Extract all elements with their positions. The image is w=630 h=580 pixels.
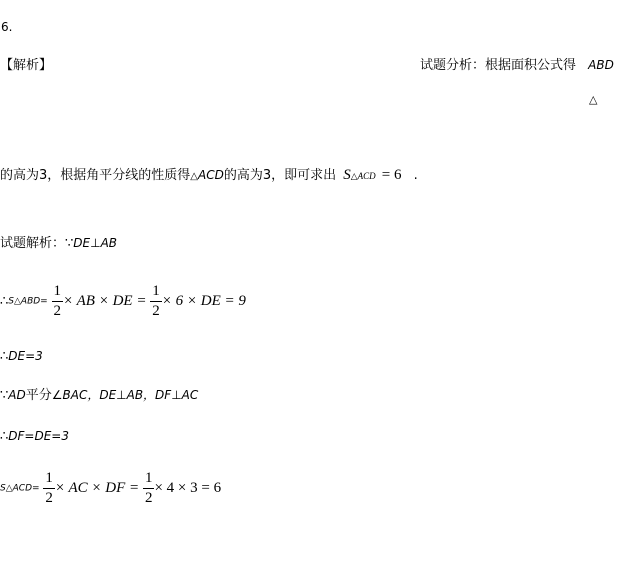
solution-step-2 [0,284,246,319]
triangle-abd-label: ABD [588,58,614,72]
fraction-half: $\frac{1}{2}$ [152,283,160,319]
step-4-rest: ∠BAC，DE⊥AB，DF⊥AC [51,388,199,402]
period: . [413,168,418,183]
solution-step-3 [0,350,43,363]
fraction-half: $\frac{1}{2}$ [144,470,153,506]
step-2-part-2: × 6 × DE = 9 [161,293,246,309]
triangle-acd-label: ACD [197,168,224,182]
analysis-intro [420,59,614,72]
solution-step-1 [0,237,117,250]
solution-step-6 [0,471,221,506]
step-6-part-2: × 4 × 3 = 6 [154,480,222,496]
step-6-s-label: S△ACD= [0,483,40,494]
step-4-ad: AD [8,388,26,402]
analysis-heading: 【解析】 [0,58,53,73]
step-2-part-1: × AB × DE = [63,293,147,309]
step-2-s-label: S△ABD= [8,296,48,307]
step-1-text: DE⊥AB [73,236,118,250]
because-symbol: ∵ [0,388,9,403]
fraction-half: $\frac{1}{2}$ [53,283,62,319]
therefore-symbol: ∴ [0,294,9,309]
therefore-symbol: ∴ [0,349,9,364]
area-symbol: S△ACD [343,167,376,183]
triangle-symbol: △ [589,93,598,106]
analysis-line2-part-a: 的高为3，根据角平分线的性质得 [0,168,191,183]
analysis-intro-text: 试题分析：根据面积公式得 [420,58,577,73]
step-3-text: DE=3 [8,349,43,363]
solution-step-5 [0,430,69,443]
triangle-symbol-inline: △ [190,171,198,182]
area-result: = 6 [381,167,402,183]
because-symbol: ∵ [65,236,74,251]
fraction-half: $\frac{1}{2}$ [45,470,53,506]
analysis-line-2 [0,168,418,183]
step-6-part-1: × AC × DF = [54,480,140,496]
step-5-text: DF=DE=3 [8,429,69,443]
solution-label: 试题解析： [0,236,66,251]
therefore-symbol: ∴ [0,429,9,444]
question-number: 6. [1,20,13,34]
step-4-bisects: 平分 [25,388,52,403]
analysis-line2-part-c: 的高为3，即可求出 [223,168,337,183]
solution-step-4 [0,389,198,402]
